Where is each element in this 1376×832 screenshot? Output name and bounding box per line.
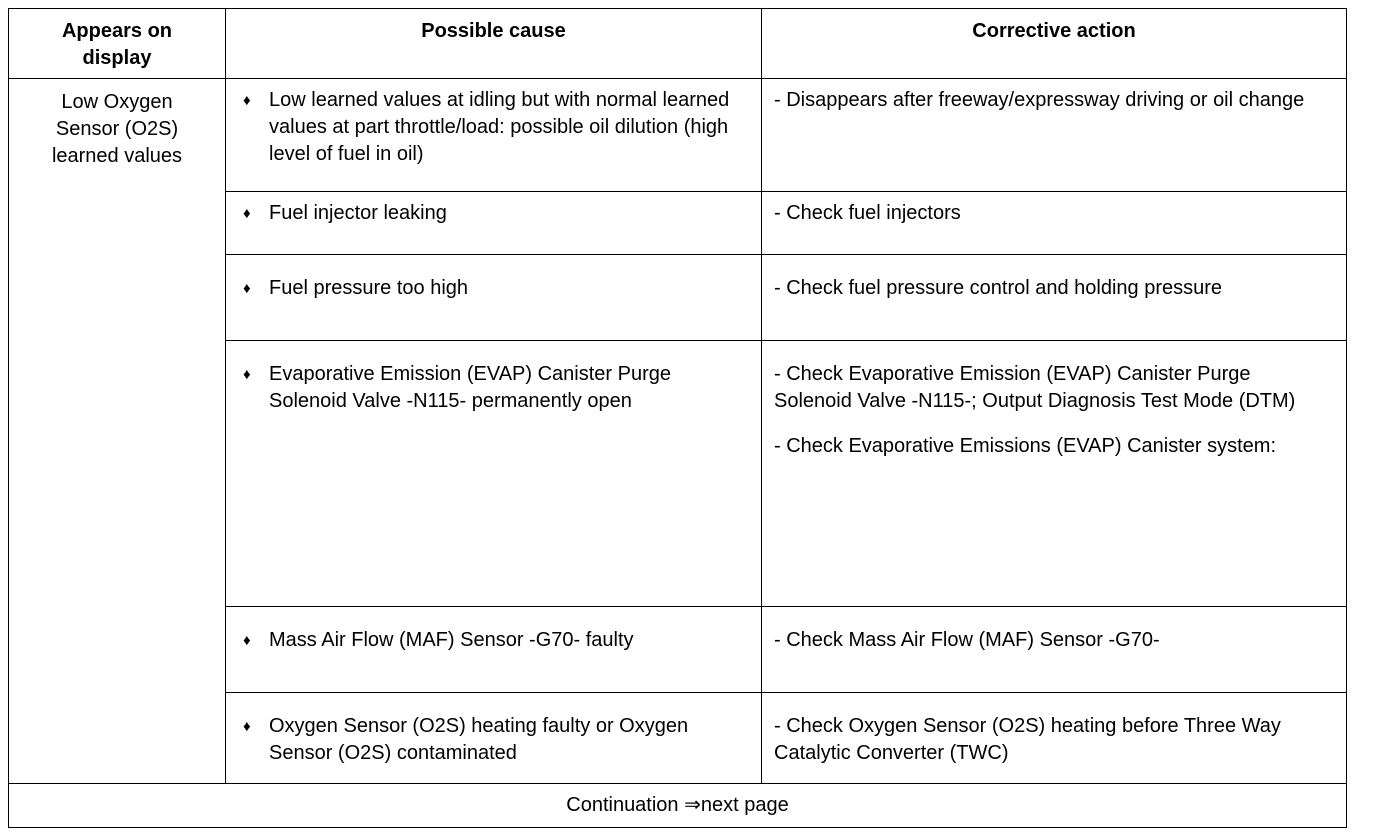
action-text: - Disappears after freeway/expressway driving or oil change: [774, 89, 1305, 111]
cause-text: Mass Air Flow (MAF) Sensor -G70- faulty: [269, 629, 634, 651]
bullet-icon: ♦: [243, 366, 251, 383]
action-text: - Check Oxygen Sensor (O2S) heating before Three Way Catalytic Converter (TWC): [774, 715, 1281, 764]
header-action: Corrective action: [762, 9, 1347, 79]
footer-row: [9, 784, 1347, 828]
action-text: - Check Mass Air Flow (MAF) Sensor -G70-: [774, 629, 1160, 651]
continuation-note: Continuation ⇒next page: [9, 784, 1347, 828]
action-text: - Check fuel injectors: [774, 202, 961, 224]
header-cause: Possible cause: [226, 9, 762, 79]
action-text: - Check fuel pressure control and holding pressure: [774, 277, 1223, 299]
table-row: [9, 79, 1347, 192]
bullet-icon: ♦: [243, 92, 251, 109]
bullet-icon: ♦: [243, 280, 251, 297]
bullet-icon: ♦: [243, 205, 251, 222]
cause-text: Oxygen Sensor (O2S) heating faulty or Oxygen Sensor (O2S) contaminated: [269, 715, 689, 764]
bullet-icon: ♦: [243, 718, 251, 735]
action-text: - Check Evaporative Emissions (EVAP) Canister system:: [774, 435, 1277, 457]
cause-text: Fuel injector leaking: [269, 202, 447, 224]
display-value: Low Oxygen Sensor (O2S) learned values: [51, 91, 183, 167]
cause-text: Fuel pressure too high: [269, 277, 469, 299]
header-row: [9, 9, 1347, 79]
cause-text: Evaporative Emission (EVAP) Canister Purge Solenoid Valve -N115- permanently open: [269, 363, 672, 412]
action-text: - Check Evaporative Emission (EVAP) Canister Purge Solenoid Valve -N115-; Output Diagnosis Test Mode (DTM): [774, 363, 1296, 412]
header-display: Appears on display: [9, 9, 226, 79]
bullet-icon: ♦: [243, 632, 251, 649]
diagnosis-table: [8, 8, 1347, 828]
cause-text: Low learned values at idling but with normal learned values at part throttle/load: possible oil dilution (high level of fuel in oil): [269, 89, 730, 165]
